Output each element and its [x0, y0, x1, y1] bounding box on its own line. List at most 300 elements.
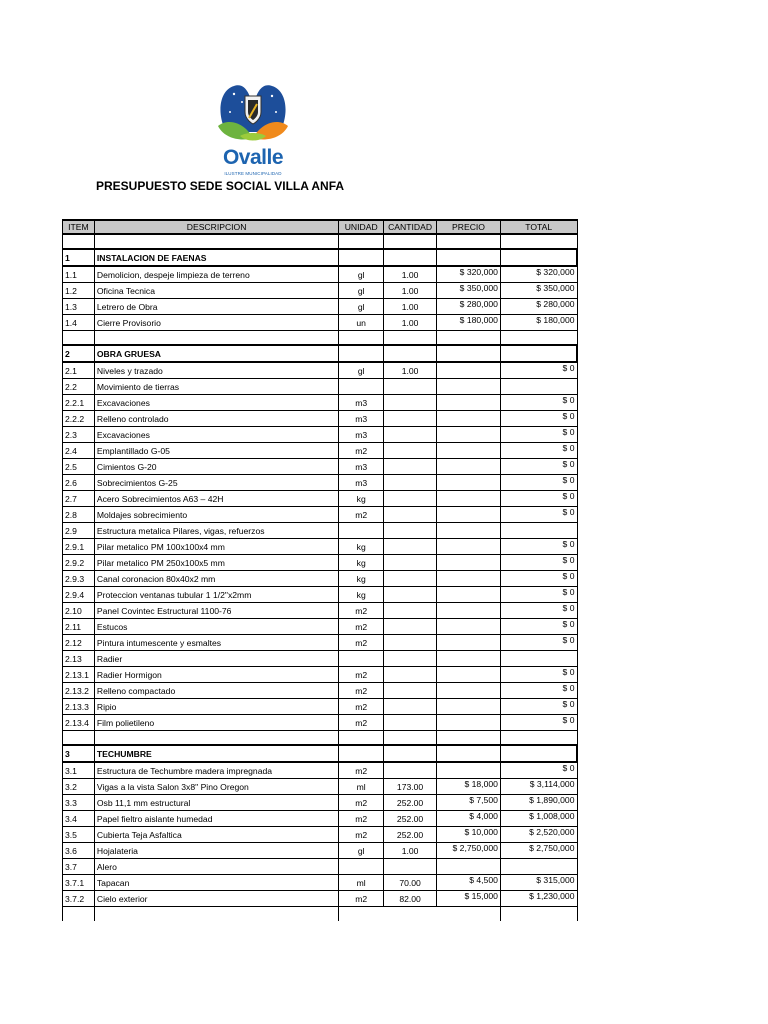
header-item: ITEM	[63, 220, 95, 234]
table-row	[63, 843, 578, 859]
empty-cell	[437, 907, 501, 922]
unit-cell: m2	[339, 683, 384, 699]
item-cell: 2.9	[63, 523, 95, 539]
item-cell: 2.9.1	[63, 539, 95, 555]
logo-wordmark: Ovalle	[222, 146, 284, 169]
total-cell	[500, 651, 577, 667]
table-row	[63, 571, 578, 587]
price-cell	[437, 651, 501, 667]
price-cell	[437, 859, 501, 875]
description-cell: Estructura de Techumbre madera impregnada	[94, 762, 338, 779]
item-cell: 1.4	[63, 315, 95, 331]
item-cell: 2.8	[63, 507, 95, 523]
price-cell	[437, 635, 501, 651]
description-cell: Cimientos G-20	[94, 459, 338, 475]
description-cell: Cierre Provisorio	[94, 315, 338, 331]
price-cell	[437, 762, 501, 779]
price-cell: $ 2,750,000	[437, 843, 501, 859]
total-cell: $ 0	[500, 507, 577, 523]
item-cell: 3.7.1	[63, 875, 95, 891]
item-cell: 2.3	[63, 427, 95, 443]
empty-cell	[500, 907, 577, 922]
quantity-cell	[384, 859, 437, 875]
quantity-cell	[384, 603, 437, 619]
description-cell: Ripio	[94, 699, 338, 715]
quantity-cell: 1.00	[384, 843, 437, 859]
quantity-cell	[384, 571, 437, 587]
quantity-cell	[384, 443, 437, 459]
total-cell: $ 0	[500, 715, 577, 731]
table-row	[63, 683, 578, 699]
quantity-cell: 252.00	[384, 811, 437, 827]
empty-cell	[94, 331, 338, 346]
spacer-row	[63, 731, 578, 746]
item-cell: 2.12	[63, 635, 95, 651]
quantity-cell	[384, 762, 437, 779]
item-cell: 2.2.1	[63, 395, 95, 411]
item-cell: 1.2	[63, 283, 95, 299]
header-unidad: UNIDAD	[339, 220, 384, 234]
unit-cell: kg	[339, 491, 384, 507]
empty-cell	[63, 234, 95, 249]
description-cell: Pilar metalico PM 100x100x4 mm	[94, 539, 338, 555]
unit-cell	[339, 651, 384, 667]
unit-cell: gl	[339, 362, 384, 379]
description-cell: Acero Sobrecimientos A63 – 42H	[94, 491, 338, 507]
unit-cell: m2	[339, 667, 384, 683]
quantity-cell	[384, 411, 437, 427]
price-cell	[437, 619, 501, 635]
budget-table	[62, 219, 578, 921]
total-cell: $ 0	[500, 619, 577, 635]
table-row	[63, 875, 578, 891]
table-row	[63, 859, 578, 875]
description-cell: Cubierta Teja Asfaltica	[94, 827, 338, 843]
price-cell	[437, 345, 501, 362]
price-cell	[437, 411, 501, 427]
unit-cell: m2	[339, 603, 384, 619]
item-cell: 2.6	[63, 475, 95, 491]
logo-subtitle: ILUSTRE MUNICIPALIDAD	[224, 171, 282, 176]
description-cell: Cielo exterior	[94, 891, 338, 907]
item-cell: 2.13.2	[63, 683, 95, 699]
description-cell: INSTALACION DE FAENAS	[94, 249, 338, 266]
description-cell: Papel fieltro aislante humedad	[94, 811, 338, 827]
total-cell: $ 0	[500, 443, 577, 459]
table-row	[63, 507, 578, 523]
item-cell: 3	[63, 745, 95, 762]
total-cell: $ 0	[500, 571, 577, 587]
item-cell: 2.10	[63, 603, 95, 619]
item-cell: 2.2.2	[63, 411, 95, 427]
description-cell: Film polietileno	[94, 715, 338, 731]
item-cell: 3.1	[63, 762, 95, 779]
quantity-cell: 1.00	[384, 266, 437, 283]
item-cell: 2.2	[63, 379, 95, 395]
quantity-cell	[384, 249, 437, 266]
unit-cell: m3	[339, 411, 384, 427]
total-cell: $ 0	[500, 587, 577, 603]
empty-cell	[437, 234, 501, 249]
price-cell	[437, 249, 501, 266]
table-header-row	[63, 220, 578, 234]
price-cell	[437, 523, 501, 539]
price-cell	[437, 459, 501, 475]
price-cell	[437, 715, 501, 731]
municipality-logo	[212, 82, 294, 182]
empty-cell	[437, 731, 501, 746]
header-total: TOTAL	[500, 220, 577, 234]
total-cell: $ 0	[500, 459, 577, 475]
unit-cell: m2	[339, 699, 384, 715]
total-cell: $ 0	[500, 491, 577, 507]
unit-cell: m3	[339, 427, 384, 443]
item-cell: 3.5	[63, 827, 95, 843]
total-cell: $ 180,000	[500, 315, 577, 331]
empty-cell	[63, 331, 95, 346]
description-cell: Panel Covintec Estructural 1100-76	[94, 603, 338, 619]
quantity-cell: 1.00	[384, 362, 437, 379]
price-cell	[437, 395, 501, 411]
quantity-cell: 82.00	[384, 891, 437, 907]
unit-cell: ml	[339, 875, 384, 891]
item-cell: 2	[63, 345, 95, 362]
total-cell: $ 280,000	[500, 299, 577, 315]
item-cell: 3.2	[63, 779, 95, 795]
price-cell	[437, 475, 501, 491]
total-cell: $ 0	[500, 699, 577, 715]
quantity-cell	[384, 683, 437, 699]
table-row	[63, 891, 578, 907]
description-cell: Radier Hormigon	[94, 667, 338, 683]
price-cell: $ 18,000	[437, 779, 501, 795]
total-cell: $ 0	[500, 762, 577, 779]
total-cell: $ 0	[500, 667, 577, 683]
item-cell: 2.13	[63, 651, 95, 667]
price-cell: $ 320,000	[437, 266, 501, 283]
table-row	[63, 283, 578, 299]
unit-cell	[339, 345, 384, 362]
unit-cell: m2	[339, 795, 384, 811]
item-cell: 3.6	[63, 843, 95, 859]
description-cell: Emplantillado G-05	[94, 443, 338, 459]
unit-cell	[339, 379, 384, 395]
table-row	[63, 651, 578, 667]
empty-cell	[500, 331, 577, 346]
description-cell: Niveles y trazado	[94, 362, 338, 379]
total-cell: $ 0	[500, 427, 577, 443]
total-cell	[500, 745, 577, 762]
total-cell: $ 315,000	[500, 875, 577, 891]
empty-cell	[63, 907, 95, 922]
quantity-cell	[384, 555, 437, 571]
description-cell: TECHUMBRE	[94, 745, 338, 762]
item-cell: 2.9.2	[63, 555, 95, 571]
price-cell	[437, 745, 501, 762]
price-cell: $ 4,000	[437, 811, 501, 827]
table-row	[63, 411, 578, 427]
total-cell: $ 0	[500, 475, 577, 491]
price-cell	[437, 667, 501, 683]
description-cell: Oficina Tecnica	[94, 283, 338, 299]
price-cell	[437, 555, 501, 571]
unit-cell	[339, 859, 384, 875]
total-cell	[500, 523, 577, 539]
description-cell: Sobrecimientos G-25	[94, 475, 338, 491]
unit-cell: gl	[339, 266, 384, 283]
unit-cell	[339, 523, 384, 539]
description-cell: Relleno controlado	[94, 411, 338, 427]
total-cell	[500, 249, 577, 266]
table-row	[63, 619, 578, 635]
item-cell: 3.7	[63, 859, 95, 875]
total-cell: $ 350,000	[500, 283, 577, 299]
quantity-cell	[384, 459, 437, 475]
quantity-cell: 1.00	[384, 299, 437, 315]
price-cell	[437, 539, 501, 555]
total-cell: $ 0	[500, 411, 577, 427]
table-row	[63, 555, 578, 571]
description-cell: Tapacan	[94, 875, 338, 891]
quantity-cell	[384, 539, 437, 555]
table-row	[63, 667, 578, 683]
header-precio: PRECIO	[437, 220, 501, 234]
empty-cell	[500, 731, 577, 746]
quantity-cell	[384, 715, 437, 731]
quantity-cell	[384, 345, 437, 362]
description-cell: Alero	[94, 859, 338, 875]
unit-cell: m2	[339, 811, 384, 827]
total-cell: $ 0	[500, 539, 577, 555]
item-cell: 2.13.3	[63, 699, 95, 715]
total-cell: $ 0	[500, 362, 577, 379]
total-cell: $ 1,230,000	[500, 891, 577, 907]
total-cell: $ 2,520,000	[500, 827, 577, 843]
table-row	[63, 475, 578, 491]
spacer-row	[63, 234, 578, 249]
table-row	[63, 491, 578, 507]
unit-cell: kg	[339, 587, 384, 603]
quantity-cell	[384, 523, 437, 539]
total-cell: $ 2,750,000	[500, 843, 577, 859]
table-row	[63, 699, 578, 715]
unit-cell: m2	[339, 891, 384, 907]
price-cell	[437, 587, 501, 603]
unit-cell: m2	[339, 827, 384, 843]
spacer-row	[63, 331, 578, 346]
table-row	[63, 443, 578, 459]
table-row	[63, 315, 578, 331]
unit-cell: un	[339, 315, 384, 331]
table-row	[63, 427, 578, 443]
quantity-cell	[384, 379, 437, 395]
item-cell: 2.1	[63, 362, 95, 379]
quantity-cell	[384, 395, 437, 411]
quantity-cell	[384, 507, 437, 523]
description-cell: Excavaciones	[94, 427, 338, 443]
total-cell: $ 0	[500, 555, 577, 571]
item-cell: 2.4	[63, 443, 95, 459]
unit-cell: kg	[339, 571, 384, 587]
price-cell: $ 4,500	[437, 875, 501, 891]
price-cell	[437, 443, 501, 459]
quantity-cell	[384, 651, 437, 667]
description-cell: OBRA GRUESA	[94, 345, 338, 362]
price-cell	[437, 507, 501, 523]
unit-cell: m2	[339, 762, 384, 779]
quantity-cell	[384, 475, 437, 491]
unit-cell	[339, 745, 384, 762]
table-row	[63, 299, 578, 315]
item-cell: 2.13.4	[63, 715, 95, 731]
unit-cell: m2	[339, 715, 384, 731]
description-cell: Letrero de Obra	[94, 299, 338, 315]
header-descripcion: DESCRIPCION	[94, 220, 338, 234]
item-cell: 2.13.1	[63, 667, 95, 683]
description-cell: Excavaciones	[94, 395, 338, 411]
ovalle-emblem-icon	[212, 82, 294, 152]
quantity-cell	[384, 619, 437, 635]
price-cell: $ 10,000	[437, 827, 501, 843]
unit-cell: m3	[339, 475, 384, 491]
item-cell: 2.11	[63, 619, 95, 635]
document-title: PRESUPUESTO SEDE SOCIAL VILLA ANFA	[96, 179, 345, 193]
unit-cell: kg	[339, 539, 384, 555]
quantity-cell: 1.00	[384, 315, 437, 331]
unit-cell: m2	[339, 443, 384, 459]
unit-cell: gl	[339, 299, 384, 315]
total-cell: $ 3,114,000	[500, 779, 577, 795]
item-cell: 3.7.2	[63, 891, 95, 907]
table-row	[63, 266, 578, 283]
table-row	[63, 379, 578, 395]
empty-cell	[384, 907, 437, 922]
section-row	[63, 249, 578, 266]
description-cell: Radier	[94, 651, 338, 667]
table-row	[63, 395, 578, 411]
empty-cell	[63, 731, 95, 746]
description-cell: Movimiento de tierras	[94, 379, 338, 395]
price-cell	[437, 603, 501, 619]
table-row	[63, 539, 578, 555]
description-cell: Pintura intumescente y esmaltes	[94, 635, 338, 651]
description-cell: Vigas a la vista Salon 3x8" Pino Oregon	[94, 779, 338, 795]
quantity-cell	[384, 699, 437, 715]
price-cell: $ 280,000	[437, 299, 501, 315]
item-cell: 2.9.3	[63, 571, 95, 587]
item-cell: 3.3	[63, 795, 95, 811]
unit-cell: m2	[339, 619, 384, 635]
empty-cell	[94, 907, 338, 922]
unit-cell: gl	[339, 283, 384, 299]
empty-cell	[339, 907, 384, 922]
unit-cell	[339, 249, 384, 266]
quantity-cell	[384, 635, 437, 651]
table-row	[63, 795, 578, 811]
unit-cell: ml	[339, 779, 384, 795]
table-row	[63, 587, 578, 603]
header-cantidad: CANTIDAD	[384, 220, 437, 234]
table-row	[63, 635, 578, 651]
quantity-cell: 1.00	[384, 283, 437, 299]
description-cell: Hojalateria	[94, 843, 338, 859]
unit-cell: m3	[339, 395, 384, 411]
total-cell: $ 1,008,000	[500, 811, 577, 827]
price-cell: $ 350,000	[437, 283, 501, 299]
empty-cell	[339, 234, 384, 249]
table-end-row	[63, 907, 578, 922]
description-cell: Osb 11,1 mm estructural	[94, 795, 338, 811]
description-cell: Proteccion ventanas tubular 1 1/2"x2mm	[94, 587, 338, 603]
quantity-cell	[384, 667, 437, 683]
empty-cell	[500, 234, 577, 249]
item-cell: 3.4	[63, 811, 95, 827]
quantity-cell: 252.00	[384, 827, 437, 843]
quantity-cell	[384, 745, 437, 762]
unit-cell: kg	[339, 555, 384, 571]
section-row	[63, 345, 578, 362]
description-cell: Moldajes sobrecimiento	[94, 507, 338, 523]
empty-cell	[339, 731, 384, 746]
unit-cell: m2	[339, 507, 384, 523]
item-cell: 1	[63, 249, 95, 266]
empty-cell	[339, 331, 384, 346]
quantity-cell: 173.00	[384, 779, 437, 795]
table-row	[63, 362, 578, 379]
table-row	[63, 603, 578, 619]
total-cell: $ 0	[500, 603, 577, 619]
table-row	[63, 762, 578, 779]
quantity-cell	[384, 587, 437, 603]
section-row	[63, 745, 578, 762]
table-row	[63, 811, 578, 827]
total-cell: $ 0	[500, 635, 577, 651]
empty-cell	[94, 234, 338, 249]
total-cell	[500, 379, 577, 395]
quantity-cell: 252.00	[384, 795, 437, 811]
description-cell: Pilar metalico PM 250x100x5 mm	[94, 555, 338, 571]
price-cell	[437, 491, 501, 507]
description-cell: Canal coronacion 80x40x2 mm	[94, 571, 338, 587]
price-cell	[437, 362, 501, 379]
empty-cell	[384, 234, 437, 249]
quantity-cell: 70.00	[384, 875, 437, 891]
total-cell: $ 0	[500, 395, 577, 411]
price-cell: $ 7,500	[437, 795, 501, 811]
empty-cell	[384, 331, 437, 346]
description-cell: Estructura metalica Pilares, vigas, refuerzos	[94, 523, 338, 539]
price-cell	[437, 571, 501, 587]
unit-cell: gl	[339, 843, 384, 859]
empty-cell	[94, 731, 338, 746]
item-cell: 2.5	[63, 459, 95, 475]
table-row	[63, 779, 578, 795]
table-row	[63, 827, 578, 843]
price-cell	[437, 699, 501, 715]
total-cell: $ 320,000	[500, 266, 577, 283]
price-cell: $ 180,000	[437, 315, 501, 331]
unit-cell: m3	[339, 459, 384, 475]
empty-cell	[384, 731, 437, 746]
total-cell	[500, 859, 577, 875]
empty-cell	[437, 331, 501, 346]
table-row	[63, 523, 578, 539]
price-cell	[437, 427, 501, 443]
description-cell: Estucos	[94, 619, 338, 635]
table-row	[63, 715, 578, 731]
total-cell: $ 0	[500, 683, 577, 699]
price-cell: $ 15,000	[437, 891, 501, 907]
